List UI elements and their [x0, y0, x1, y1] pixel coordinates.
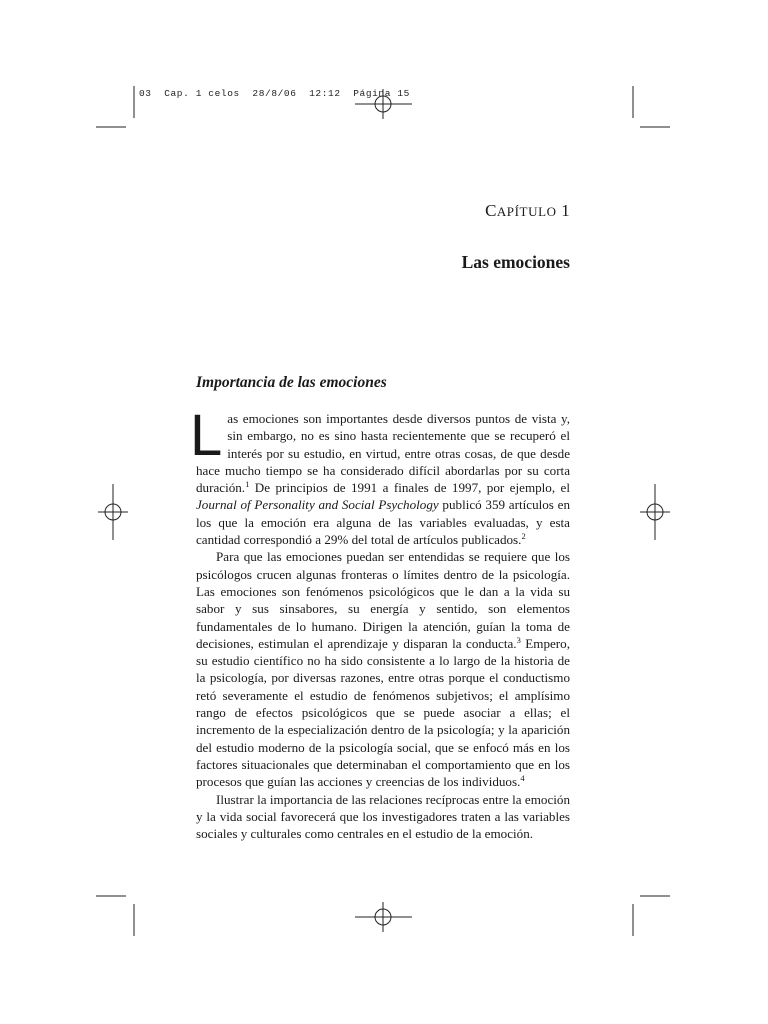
print-slug-line: 03 Cap. 1 celos 28/8/06 12:12 Página 15	[139, 88, 410, 99]
chapter-label-word: APÍTULO	[496, 204, 557, 219]
paragraph-3: Ilustrar la importancia de las relaciones recíprocas entre la emoción y la vida social favorecerá que los investigadores traten a las variables sociales y culturales como centrales en el estudio de la emoción.	[196, 791, 570, 842]
chapter-label-initial: C	[485, 201, 497, 220]
footnote-ref-2: 2	[521, 531, 526, 542]
drop-cap: L	[190, 403, 223, 468]
paragraph-2: Para que las emociones puedan ser entendidas se requiere que los psicólogos crucen algunas fronteras o límites dentro de la psicología. Las emociones son fenómenos psicológicos que le dan a la vida su sabor y sus sinsabores, su energía y sentido, son elementos fundamentales de lo humano. Dirigen la atención, guían la toma de decisiones, estimulan el aprendizaje y disparan la conducta.$^3$ Empero, su estudio científico no ha sido consistente a lo largo de la historia de la psicología, por diversas razones, entre otras porque el conductismo retó severamente el estudio de fenómenos subjetivos; el amplísimo rango de efectos psicológicos que se puede asociar a ellas; el incremento de la especialización dentro de la psicología; y la aparición del estudio moderno de la psicología social, que se enfocó más en los factores situacionales que determinaban el comportamiento que en los procesos que guían las acciones y creencias de los individuos.$^4$	[196, 549, 570, 790]
chapter-title: Las emociones	[461, 252, 570, 272]
chapter-label	[485, 201, 570, 221]
chapter-number: 1	[561, 201, 570, 220]
footnote-ref-3: 3	[516, 634, 521, 645]
section-heading: Importancia de las emociones	[196, 374, 387, 391]
footnote-ref-1: 1	[245, 479, 250, 490]
paragraph-1: Las emociones son importantes desde diversos puntos de vista y, sin embargo, no es sino hasta recientemente que se recuperó el interés por su estudio, en virtud, entre otras cosas, de que desde hace mucho tiempo se ha considerado difícil abordarlas por su corta duración.$^1$ De principios de 1991 a finales de 1997, por ejemplo, el Journal of Personality and Social Psychology publicó 359 artículos en los que la emoción era alguna de las variables evaluadas, y esta cantidad correspondió a 29% del total de artículos publicados.$^2$	[190, 403, 570, 548]
body-text	[190, 403, 570, 842]
journal-title: Journal of Personality and Social Psychology	[196, 497, 439, 513]
footnote-ref-4: 4	[520, 773, 525, 784]
